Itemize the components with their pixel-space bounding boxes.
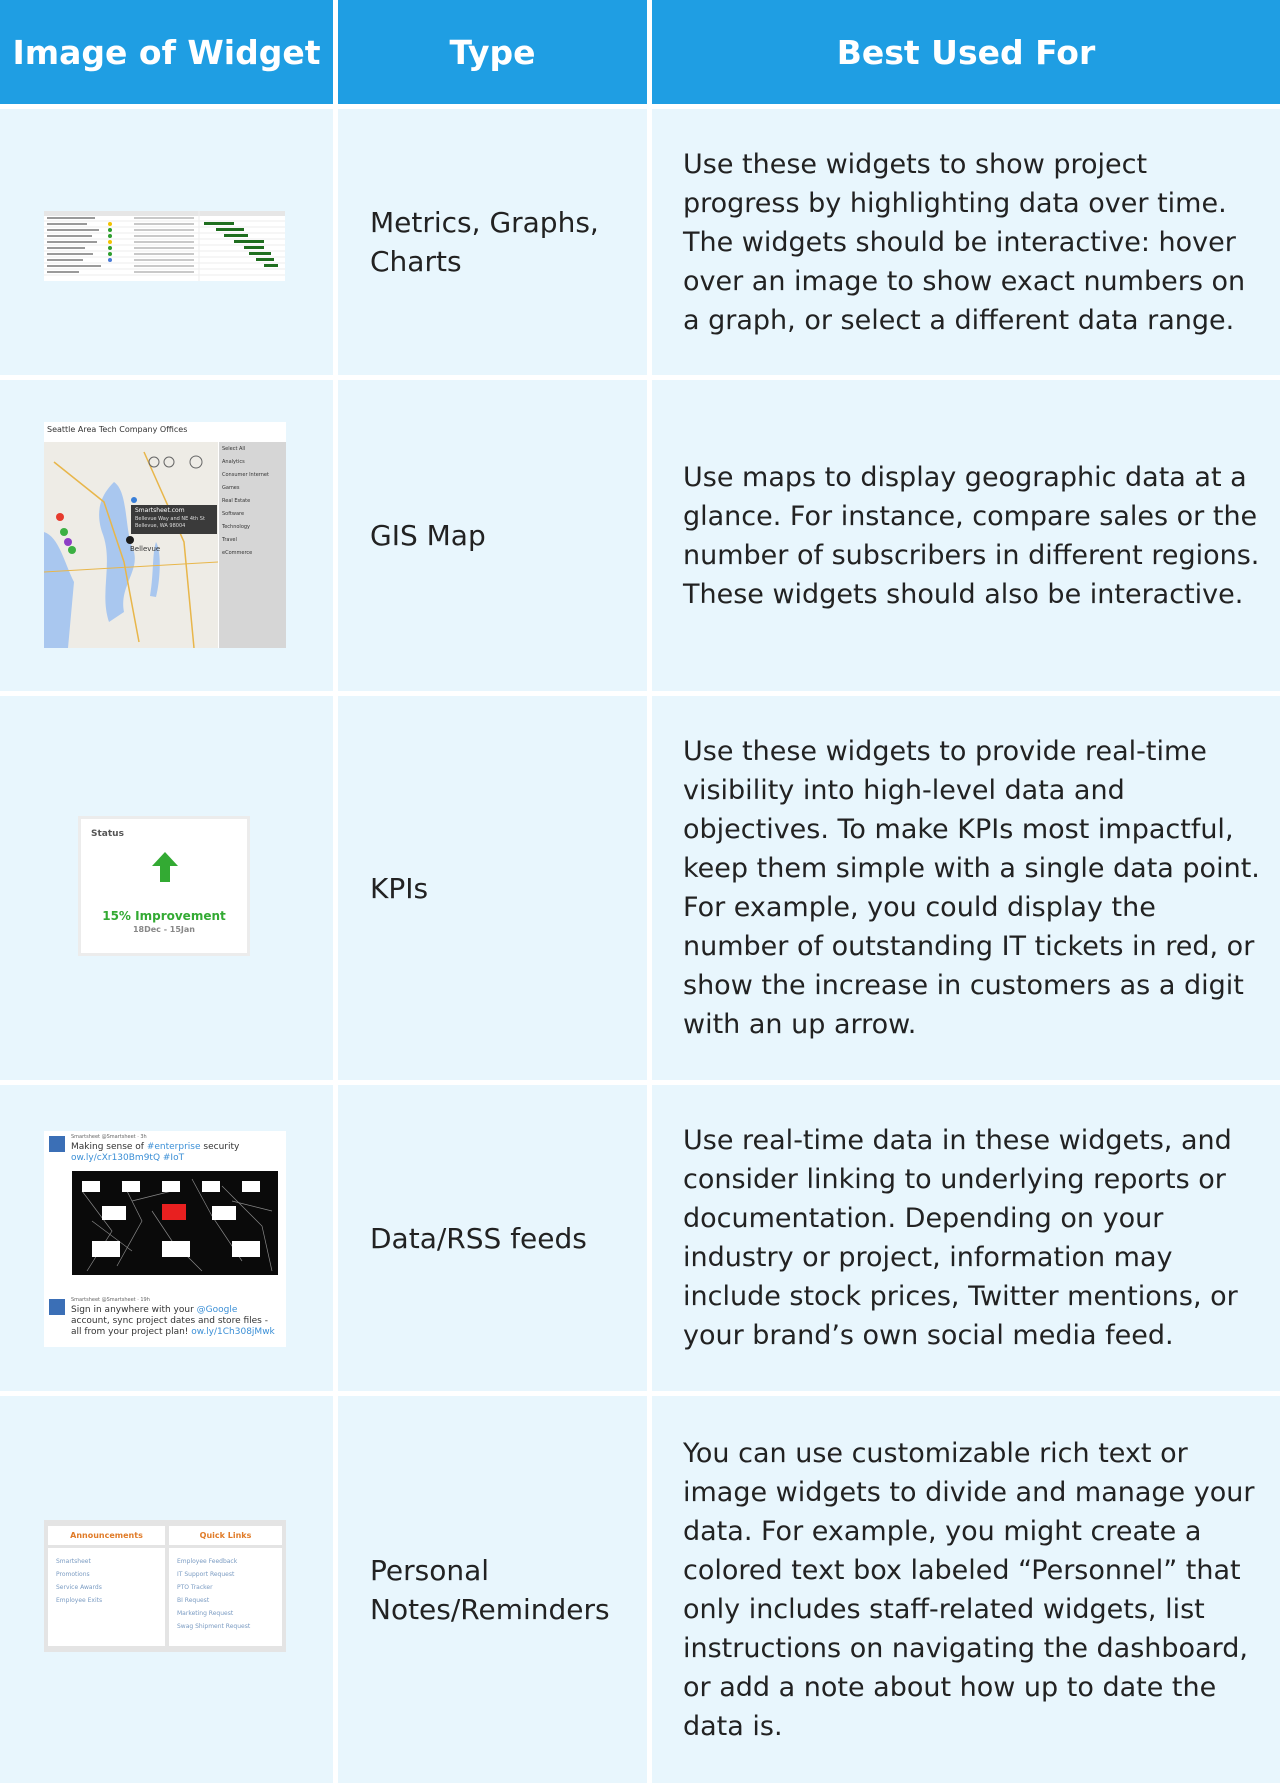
map-legend [222,446,269,563]
announcement-link[interactable]: Employee Exits [56,1597,103,1604]
feed-text-2b: account, sync project dates and store files - [71,1316,268,1326]
feed-text-2 [71,1305,237,1315]
kpi-thumbnail [78,816,250,956]
announcements-title: Announcements [70,1531,143,1540]
row-kpi-desc-cell [652,696,1280,1080]
row-metrics-type-cell [338,109,647,375]
map-city-label: Bellevue [130,545,161,553]
row-notes-desc-cell [652,1396,1280,1783]
map-thumbnail [44,422,286,648]
quick-link[interactable]: BI Request [177,1597,210,1604]
gantt-chart-graphic [44,211,285,281]
quick-link[interactable]: IT Support Request [177,1571,235,1578]
feed-text-2c [71,1327,275,1337]
kpi-label: Status [91,829,124,839]
feed-text-2a: Sign in anywhere with your [71,1305,197,1315]
row-feeds-desc-cell [652,1085,1280,1391]
feed-link-1[interactable]: ow.ly/cXr130Bm9tQ #IoT [71,1153,185,1163]
map-legend-item: Analytics [222,459,245,465]
row-kpi-image-cell [0,696,333,1080]
map-legend-item: eCommerce [222,550,253,556]
quick-link[interactable]: Employee Feedback [177,1558,238,1565]
desc-metrics: Use these widgets to show project progress by highlighting data over time. The widgets should be interactive: hover over an image to show exact numbers on a graph, or select a different data range. [683,148,1246,336]
map-title: Seattle Area Tech Company Offices [47,425,188,434]
announcement-link[interactable]: Smartsheet [56,1558,91,1565]
map-legend-item: Travel [222,537,237,543]
feed-mention-2[interactable]: @Google [196,1305,238,1315]
notes-thumbnail [44,1520,286,1652]
quick-links-title: Quick Links [199,1531,252,1540]
map-popup-title: Smartsheet.com [135,507,185,514]
feed-user-1: Smartsheet @Smartsheet · 3h [71,1134,147,1140]
header-type: Type [338,0,647,104]
map-legend-item: Games [222,485,240,491]
desc-gis-map: Use maps to display geographic data at a glance. For instance, compare sales or the number of subscribers in different regions. These widgets should also be interactive. [683,461,1260,610]
announcement-link[interactable]: Service Awards [56,1584,102,1591]
announcement-link[interactable]: Promotions [56,1571,90,1578]
gantt-chart-thumbnail [44,211,285,281]
type-personal-notes-reminders: Personal Notes/Reminders [370,1553,610,1626]
avatar [49,1299,65,1315]
avatar [49,1136,65,1152]
quick-link[interactable]: Swag Shipment Request [177,1623,251,1630]
quick-link[interactable]: Marketing Request [177,1610,234,1617]
row-notes-image-cell [0,1396,333,1783]
map-legend-item: Select All [222,446,246,452]
desc-kpis: Use these widgets to provide real-time visibility into high-level data and objectives. To make KPIs most impactful, keep them simple with a single data point. For example, you could display the number of outstanding IT tickets in red, or show the increase in customers as a digit with an up arrow. [683,736,1260,1040]
row-metrics-desc-cell [652,109,1280,375]
map-legend-item: Technology [222,524,251,530]
kpi-value: 15% Improvement [102,909,226,923]
quick-links-panel [169,1526,282,1646]
feed-user-2: Smartsheet @Smartsheet · 19h [71,1297,150,1303]
type-metrics-graphs-charts: Metrics, Graphs, Charts [370,206,599,278]
row-feeds-type-cell [338,1085,647,1391]
feed-hashtag-1[interactable]: #enterprise [146,1142,201,1152]
map-popup-line1: Bellevue Way and NE 4th St [135,516,205,522]
desc-personal-notes: You can use customizable rich text or image widgets to divide and manage your data. For example, you might create a colored text box labeled “Personnel” that only includes staff-related widgets, list instructions on navigating the dashboard, or add a note about how up to date the data is. [683,1437,1255,1742]
feed-image [72,1171,278,1275]
desc-data-rss-feeds: Use real-time data in these widgets, and consider linking to underlying reports or documentation. Depending on your industry or project, information may include stock prices, Twitter mentions, or your brand’s own social media feed. [683,1125,1238,1351]
row-gis-image-cell [0,380,333,691]
header-image-of-widget: Image of Widget [0,0,333,104]
map-legend-item: Consumer Internet [222,472,269,478]
feed-text-1 [71,1142,239,1152]
feed-thumbnail [44,1131,286,1347]
feed-link-2[interactable]: ow.ly/1Ch308jMwk [191,1327,275,1337]
row-metrics-image-cell [0,109,333,375]
row-notes-type-cell [338,1396,647,1783]
map-popup-line2: Bellevue, WA 98004 [135,523,186,529]
row-feeds-image-cell [0,1085,333,1391]
row-kpi-type-cell [338,696,647,1080]
up-arrow-icon [152,852,178,882]
feed-text-2c-main: all from your project plan! [71,1327,192,1337]
header-best-used-for: Best Used For [652,0,1280,104]
type-kpis: KPIs [370,871,429,905]
feed-text-1b: security [200,1142,240,1152]
row-gis-desc-cell [652,380,1280,691]
feed-text-1a: Making sense of [71,1142,147,1152]
row-gis-type-cell [338,380,647,691]
map-legend-item: Real Estate [222,498,251,504]
type-gis-map: GIS Map [370,519,486,552]
map-legend-item: Software [222,511,245,517]
kpi-range: 18Dec - 15Jan [132,925,196,934]
quick-link[interactable]: PTO Tracker [177,1584,213,1591]
announcements-panel [48,1526,165,1646]
type-data-rss-feeds: Data/RSS feeds [370,1221,587,1255]
